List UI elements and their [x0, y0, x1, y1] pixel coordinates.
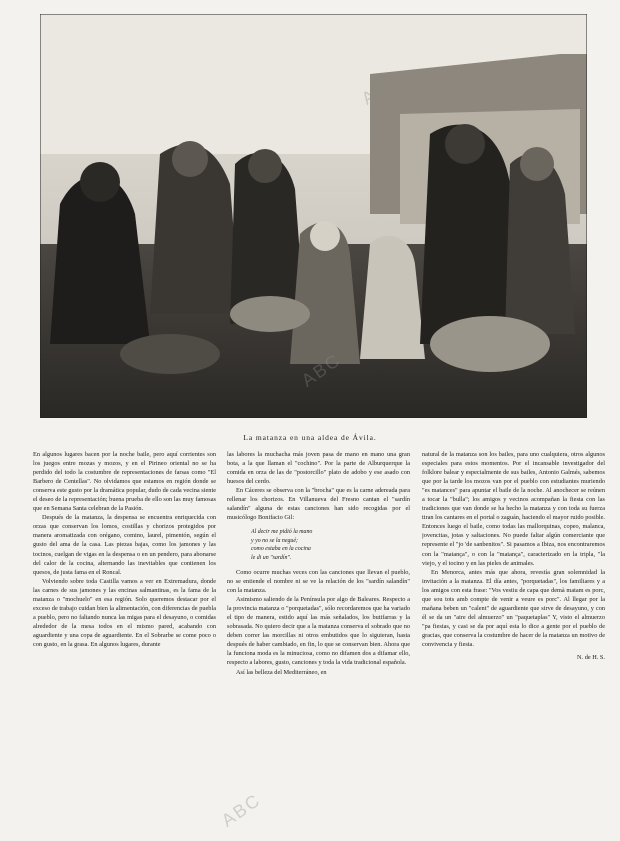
- author-signature: N. de H. S.: [577, 654, 605, 662]
- paragraph: las labores la muchacha más joven pasa de mano en mano una gran bota, a la que llaman el "cochino". Por la parte de Alburquerque la comida en orza de las de "postorcillo" plato de adobo y ese asado con huesos del cerdo.: [227, 451, 410, 486]
- photo-image: [40, 14, 587, 418]
- photo-caption: La matanza en una aldea de Ávila.: [243, 433, 377, 442]
- paragraph: Como ocurre muchas veces con las canciones que llevan el pueblo, no se entiende el nombre ni se ve la relación de los "sardín salandín" con la matanza.: [227, 569, 410, 595]
- paragraph: En algunos lugares bacen por la noche baile, pero aquí corrientes son los juegos entre mozas y mozos, y en el Pirineo oriental no se ha perdido del todo la costumbre de representaciones de farsas como "El Barbero de Centellas". No olvidamos que estamos en región donde se conserva este gusto por la dramática popular, dudo de cada vecina siente el deseo de la representación; buena prueba de ello son las muy famosas que en Semana Santa celebran de la Pasión.: [33, 451, 216, 513]
- article-column-3: [422, 450, 605, 830]
- paragraph: Asimismo saliendo de la Península por algo de Baleares. Respecto a la provincia matanza o "porquetadas", sólo recordaremos que ha variado el tipo de manera, estido aquí las más señalados, los butifarras y la sobrasada. No quiero decir que a la matanza conserva el sobrado que no deben correr las morcillas ni otros embutidos que lo siguieran, hasta después de haber cambiado, en fin, lo que se conservan bien. Ahora que la funciona moda es la minuciosa, como no difamen dos a difamar ello, respecto a labores, gusto, canciones y toda la vida tradicional española.: [227, 596, 410, 667]
- song-verse: [251, 528, 410, 562]
- paragraph: Después de la matanza, la despensa se encuentra enriquecida con orzas que conservan los lomos, costillas y chorizos protegidos por manera aromatizada con orégano, comino, laurel, pimentón, según el gusto del ama de la casa. Las piezas bajas, como los jamones y las tocinos, cuelgan de vigas en la despensa o en un pendero, para abonarse del calor de la cocina, alternando las inevitables que contienen los quesos, de justa fama en el Roncal.: [33, 514, 216, 576]
- verse-line: y yo no se la negué;: [251, 537, 298, 544]
- watermark: ABC: [217, 789, 265, 831]
- verse-line: como estaba en la cocina: [251, 546, 311, 553]
- verse-line: le di un "sardín".: [251, 554, 292, 561]
- watermark: ABC: [357, 67, 405, 109]
- verse-line: Al decir me pidió la mano: [251, 529, 313, 536]
- paragraph: En Menorca, antes más que ahora, revestía gran solemnidad la invitación a la matanza. El día antes, "porquetadas", los familiares y a los amigos con esta frase: "Vos vestiu de capa que demà matam es porc, que sou tots amb compte de venir a veure es porc". Al llegar por la mañana beben un "calent" de aguardiente que sirve de desayuno, y con él se da un "aire del almuerzo" un "paquetaplas" Y, visto el almuerzo "pa fiestas, y casi se da por aquí esta lo dice a gente por el pueblo de gracias, que conserva la costumbre de hacer de la matanza un motivo de convivencia y fiesta.: [422, 568, 605, 648]
- matanza-photo: [40, 14, 587, 418]
- article-column-2: [227, 450, 410, 830]
- paragraph: Volviendo sobre toda Castilla vamos a ver en Extremadura, donde las carnes de sus jamones y las encinas salmantinas, es la fama de la matanza o "mochuelo" en esa región. Solo queremos destacar por el exceso de trabajo cuidan bien la alimentación, con diferencias de puebla a pueblo, pero no faltando nunca las migas para el desayuno, o comidas alrededor de la mesa todos en el mismo pared, acabando con aguardiente y una copa de aguardiente. En el Sobrarbe se come poco o con gusto, en la grasa. En algunos lugares, durante: [33, 577, 216, 648]
- article-body: [33, 450, 605, 830]
- watermark: ABC: [297, 349, 345, 391]
- paragraph: natural de la matanza son los bailes, para uno cualquiera, otros algunos especiales para estos momentos. Por el incansable investigador del folklore balear y especialmente de sus bailes, Antonio Galmés, sabemos que por la tarde los mozos van por el pueblo con estudiantes muriendo "es matances" para apuntar el baile de la noche. Al anochecer se reúnen a tocar la "bulla"; los amigos y vecinos acompañan la fiesta con las tradiciones que van donde se ha hecho la matanza y con toda su fuerza tiran los cantares en el portal o zaguán, haciendo el mayor ruido posible. Entonces luego el baile, como todas las mallorquinas, copeo, malanca, jovencitas, jotas y saltaciones. No puede faltar algún comerciante que represente el "jo 'de sanbenitos". Si pasamos a Ibiza, nos encontraremos con la "matança", o con la "matança", caracterizado en la tripla, "la viejo, y el tocino y en las pieles de animales.: [422, 451, 605, 567]
- paragraph: Así las belleza del Mediterráneo, en: [236, 668, 327, 676]
- article-column-1: [33, 450, 216, 830]
- paragraph: En Cáceres se observa con la "brocha" que es la carne adereada para rellenar los chorizos. En Villanueva del Fresno cantan el "sardín salandín" alguna de estas canciones han sido recogidas por el musicólogo Bonifacio Gil:: [227, 487, 410, 522]
